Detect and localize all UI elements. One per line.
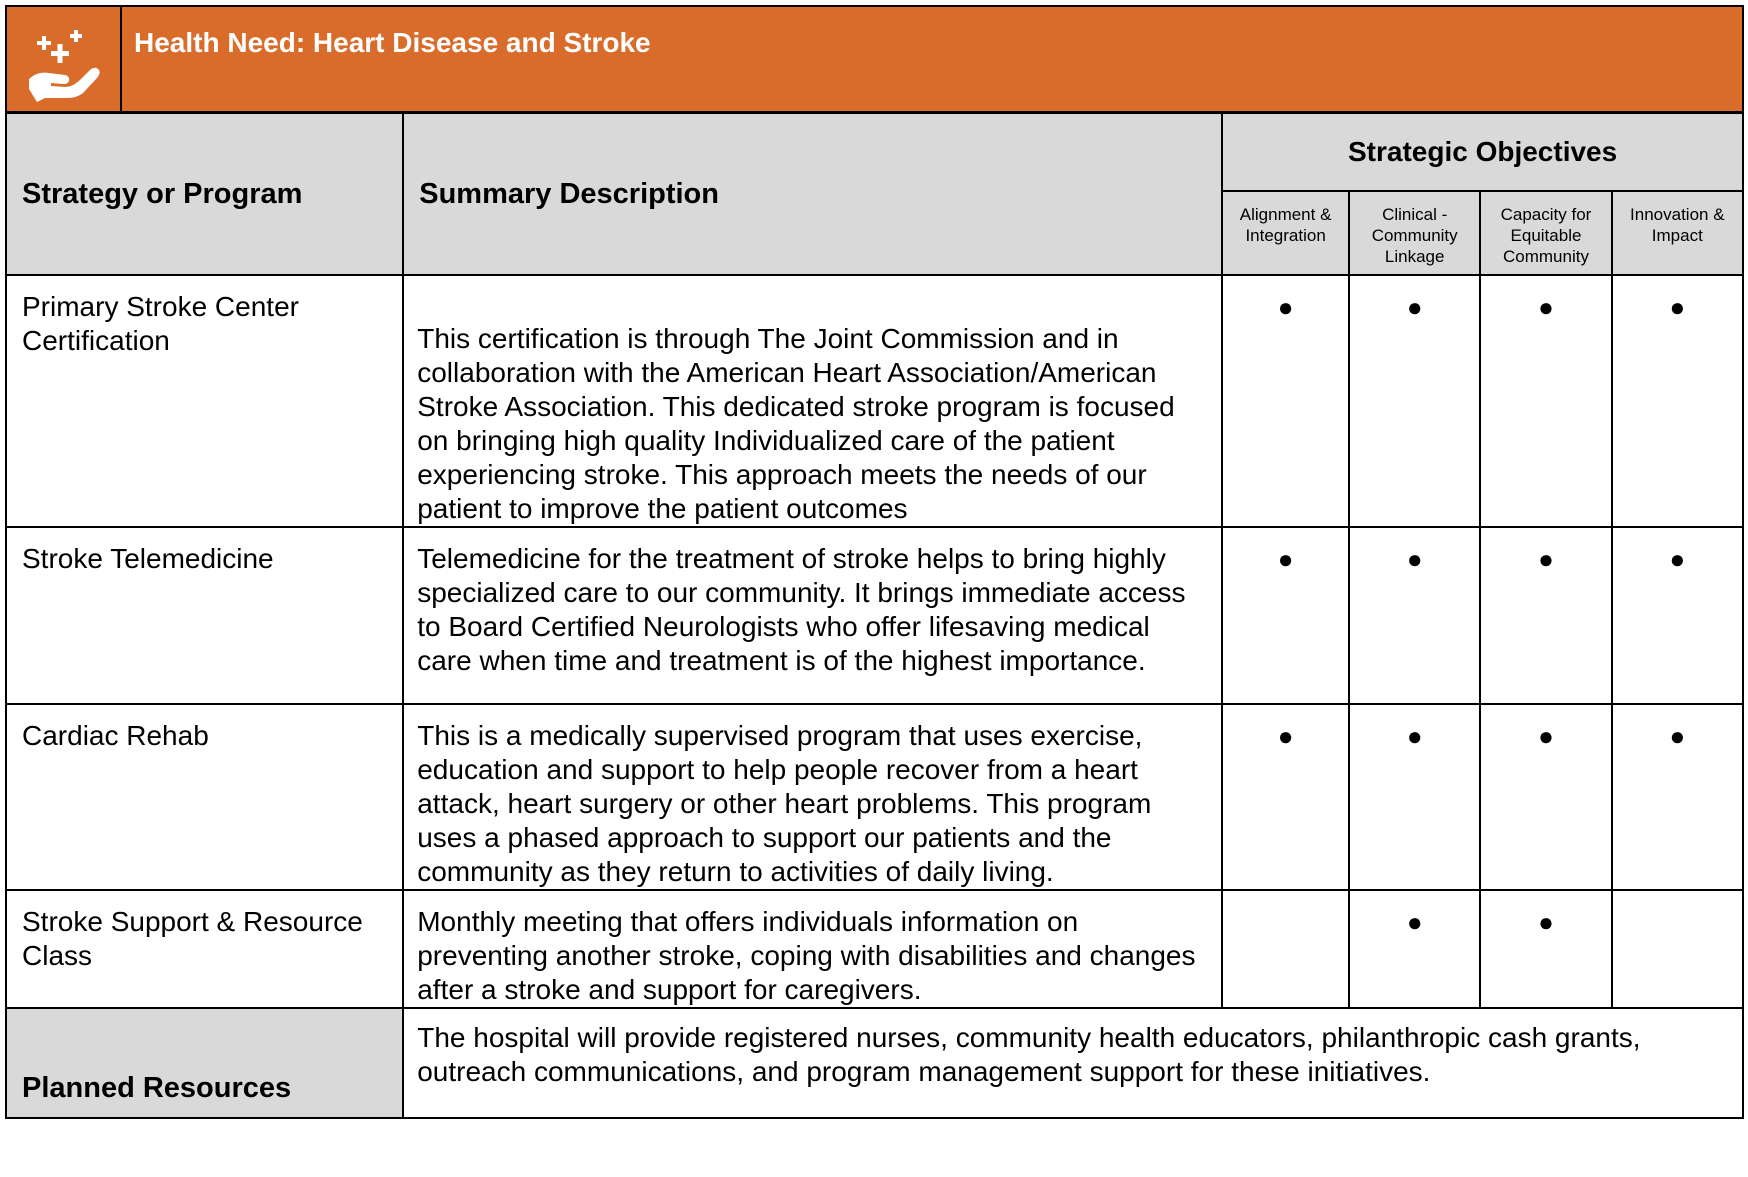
- objective-mark: ●: [1349, 890, 1480, 1008]
- planned-resources-row: [6, 1008, 1743, 1118]
- summary-description: This is a medically supervised program that uses exercise, education and support to help people recover from a heart attack, heart surgery or other heart problems. This program uses a phased approach to support our patients and the community as they return to activities of daily living.: [403, 704, 1222, 890]
- objective-mark: ●: [1222, 275, 1349, 527]
- objective-mark: ●: [1612, 704, 1743, 890]
- objective-mark: ●: [1480, 527, 1611, 704]
- hand-with-plus-signs-icon: [7, 7, 120, 111]
- table-row: [6, 890, 1743, 1008]
- objective-mark: ●: [1222, 704, 1349, 890]
- objective-header-innovation: Innovation & Impact: [1612, 191, 1743, 275]
- table-row: [6, 275, 1743, 527]
- objective-header-clinical: Clinical - Community Linkage: [1349, 191, 1480, 275]
- objective-mark: [1222, 890, 1349, 1008]
- objective-mark: ●: [1349, 527, 1480, 704]
- strategy-name: Cardiac Rehab: [6, 704, 403, 890]
- objective-header-capacity: Capacity for Equitable Community: [1480, 191, 1611, 275]
- objective-mark: ●: [1480, 275, 1611, 527]
- table-row: [6, 704, 1743, 890]
- summary-description: This certification is through The Joint Commission and in collaboration with the American Heart Association/American Stroke Association. This dedicated stroke program is focused on bringing high quality Individualized care of the patient experiencing stroke. This approach meets the needs of our patient to improve the patient outcomes: [403, 275, 1222, 527]
- header-icon-cell: [7, 7, 122, 111]
- summary-description: Telemedicine for the treatment of stroke helps to bring highly specialized care to our community. It brings immediate access to Board Certified Neurologists who offer lifesaving medical care when time and treatment is of the highest importance.: [403, 527, 1222, 704]
- objective-mark: ●: [1349, 704, 1480, 890]
- strategy-name: Primary Stroke Center Certification: [6, 275, 403, 527]
- objective-mark: [1612, 890, 1743, 1008]
- planned-resources-text: The hospital will provide registered nurses, community health educators, philanthropic cash grants, outreach communications, and program management support for these initiatives.: [403, 1008, 1743, 1118]
- objective-mark: ●: [1222, 527, 1349, 704]
- objective-mark: ●: [1480, 704, 1611, 890]
- health-need-header: [5, 5, 1744, 113]
- objective-mark: ●: [1612, 527, 1743, 704]
- objective-mark: ●: [1480, 890, 1611, 1008]
- strategy-table: [5, 112, 1744, 1119]
- strategy-name: Stroke Support & Resource Class: [6, 890, 403, 1008]
- strategy-name: Stroke Telemedicine: [6, 527, 403, 704]
- header-summary: Summary Description: [403, 113, 1222, 275]
- summary-description: Monthly meeting that offers individuals information on preventing another stroke, coping with disabilities and changes after a stroke and support for caregivers.: [403, 890, 1222, 1008]
- header-strategy: Strategy or Program: [6, 113, 403, 275]
- objective-mark: ●: [1612, 275, 1743, 527]
- planned-resources-label: Planned Resources: [6, 1008, 403, 1118]
- header-title: Health Need: Heart Disease and Stroke: [134, 27, 651, 58]
- header-strategic-objectives: Strategic Objectives: [1222, 113, 1743, 191]
- table-row: [6, 527, 1743, 704]
- objective-mark: ●: [1349, 275, 1480, 527]
- objective-header-alignment: Alignment & Integration: [1222, 191, 1349, 275]
